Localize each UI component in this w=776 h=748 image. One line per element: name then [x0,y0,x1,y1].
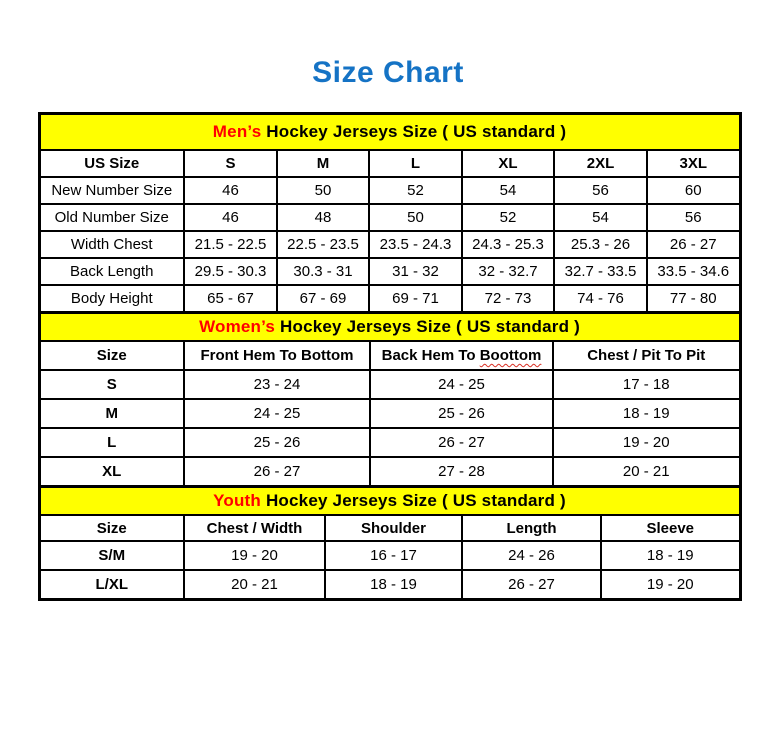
column-header: Shoulder [325,515,462,541]
table-cell: 19 - 20 [184,541,325,570]
table-cell: 24 - 26 [462,541,601,570]
table-row [39,285,740,312]
table-cell: 52 [369,177,462,204]
mens-band-row [39,113,740,150]
column-header: M [277,150,369,177]
table-cell: 26 - 27 [370,428,553,457]
table-cell: 24 - 25 [184,399,370,428]
row-label: L [39,428,184,457]
table-cell: 74 - 76 [554,285,647,312]
row-label: S/M [39,541,184,570]
row-label: Body Height [39,285,184,312]
table-cell: 26 - 27 [462,570,601,599]
table-cell: 48 [277,204,369,231]
table-row [39,258,740,285]
table-cell: 50 [277,177,369,204]
table-cell: 50 [369,204,462,231]
row-label: Width Chest [39,231,184,258]
table-cell: 16 - 17 [325,541,462,570]
youth-band-row [39,486,740,515]
size-chart-page [0,56,776,748]
womens-band-row [39,312,740,341]
column-header: 3XL [647,150,740,177]
table-cell: 72 - 73 [462,285,554,312]
table-cell: 20 - 21 [184,570,325,599]
table-row [39,177,740,204]
table-cell: 20 - 21 [553,457,740,486]
column-header: Sleeve [601,515,740,541]
table-cell: 21.5 - 22.5 [184,231,277,258]
size-tables-container [38,112,739,601]
table-cell: 19 - 20 [601,570,740,599]
table-cell: 77 - 80 [647,285,740,312]
table-row [39,399,740,428]
row-label: M [39,399,184,428]
row-label: L/XL [39,570,184,599]
mens-section-header [39,113,740,150]
mens-section-title: Hockey Jerseys Size ( US standard ) [266,121,567,141]
column-header: Size [39,515,184,541]
womens-section-title: Hockey Jerseys Size ( US standard ) [280,316,580,336]
table-cell: 18 - 19 [601,541,740,570]
table-cell: 26 - 27 [647,231,740,258]
table-cell: 18 - 19 [553,399,740,428]
table-cell: 30.3 - 31 [277,258,369,285]
column-header-with-typo [370,341,553,370]
table-row [39,231,740,258]
misspelled-word-boottom: Boottom [479,347,542,364]
youth-section-title: Hockey Jerseys Size ( US standard ) [265,490,566,510]
table-cell: 52 [462,204,554,231]
table-cell: 25 - 26 [184,428,370,457]
page-title: Size Chart [312,56,464,89]
mens-section-accent: Men’s [212,121,262,141]
womens-section-accent: Women’s [199,316,276,336]
row-label: S [39,370,184,399]
table-cell: 18 - 19 [325,570,462,599]
row-label: Back Length [39,258,184,285]
table-cell: 31 - 32 [369,258,462,285]
table-cell: 67 - 69 [277,285,369,312]
womens-size-table [38,311,742,488]
table-cell: 33.5 - 34.6 [647,258,740,285]
table-cell: 26 - 27 [184,457,370,486]
table-cell: 69 - 71 [369,285,462,312]
table-cell: 25 - 26 [370,399,553,428]
table-row [39,204,740,231]
womens-header-row [39,341,740,370]
back-hem-label: Back Hem To [381,347,476,364]
column-header: L [369,150,462,177]
table-cell: 65 - 67 [184,285,277,312]
table-cell: 23 - 24 [184,370,370,399]
table-row [39,457,740,486]
column-header: Front Hem To Bottom [184,341,370,370]
table-cell: 54 [554,204,647,231]
table-row [39,370,740,399]
row-label: New Number Size [39,177,184,204]
table-cell: 54 [462,177,554,204]
table-row [39,428,740,457]
table-cell: 32 - 32.7 [462,258,554,285]
table-cell: 60 [647,177,740,204]
table-row [39,570,740,599]
table-cell: 56 [554,177,647,204]
column-header: 2XL [554,150,647,177]
youth-section-header [39,486,740,515]
column-header: Chest / Width [184,515,325,541]
table-cell: 27 - 28 [370,457,553,486]
table-cell: 23.5 - 24.3 [369,231,462,258]
table-cell: 56 [647,204,740,231]
column-header: Chest / Pit To Pit [553,341,740,370]
table-cell: 46 [184,177,277,204]
table-cell: 24.3 - 25.3 [462,231,554,258]
mens-header-row [39,150,740,177]
table-cell: 46 [184,204,277,231]
column-header: US Size [39,150,184,177]
table-cell: 29.5 - 30.3 [184,258,277,285]
column-header: Size [39,341,184,370]
table-cell: 25.3 - 26 [554,231,647,258]
table-cell: 22.5 - 23.5 [277,231,369,258]
column-header: XL [462,150,554,177]
column-header: S [184,150,277,177]
youth-size-table [38,485,742,601]
youth-section-accent: Youth [213,490,262,510]
row-label: XL [39,457,184,486]
table-cell: 17 - 18 [553,370,740,399]
column-header: Length [462,515,601,541]
womens-section-header [39,312,740,341]
mens-size-table [38,112,742,314]
youth-header-row [39,515,740,541]
table-cell: 32.7 - 33.5 [554,258,647,285]
table-cell: 19 - 20 [553,428,740,457]
row-label: Old Number Size [39,204,184,231]
table-cell: 24 - 25 [370,370,553,399]
table-row [39,541,740,570]
